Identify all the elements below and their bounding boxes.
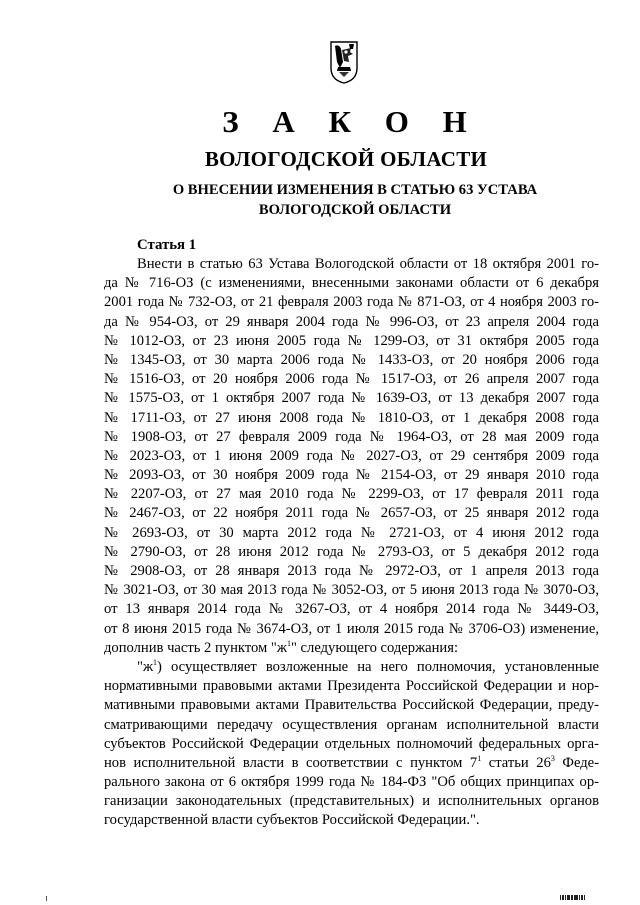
text-line: рального закона от 6 октября 1999 года № 184-ФЗ "Об общих принципах ор-: [104, 774, 599, 791]
text-line: ганизации законодательных (представительных) и исполнительных органов: [104, 793, 599, 810]
text-line: № 2790-ОЗ, от 28 июня 2012 года № 2793-ОЗ, от 5 декабря 2012 года: [104, 543, 599, 560]
text-line: субъектов Российской Федерации отдельных полномочий федеральных орга-: [104, 735, 599, 752]
text-fragment: "ж: [137, 658, 154, 675]
text-fragment: ) осуществляет возложенные на него полномочия, установленные: [157, 658, 599, 675]
superscript: 3: [550, 753, 555, 763]
superscript: 1: [477, 753, 482, 763]
text-line: № 2093-ОЗ, от 30 ноября 2009 года № 2154-ОЗ, от 29 января 2010 года: [104, 467, 599, 484]
superscript: 1: [153, 657, 158, 667]
document-title: З А К О Н: [222, 104, 480, 139]
text-line: [104, 754, 599, 773]
text-line: сматривающими передачу осуществления органам исполнительной власти: [104, 716, 599, 733]
superscript: 1: [286, 638, 291, 648]
barcode-mark: [560, 895, 586, 900]
text-line: № 1345-ОЗ, от 30 марта 2006 года № 1433-ОЗ, от 20 ноября 2006 года: [104, 351, 599, 368]
text-fragment: Феде-: [554, 754, 600, 771]
text-line: № 1908-ОЗ, от 27 февраля 2009 года № 1964-ОЗ, от 28 мая 2009 года: [104, 428, 599, 445]
text-fragment: нов исполнительной власти в соответствии с пунктом 7: [104, 754, 478, 771]
scan-edge-mark: [46, 896, 47, 901]
article-body: [104, 255, 599, 831]
subtitle-line: О ВНЕСЕНИИ ИЗМЕНЕНИЯ В СТАТЬЮ 63 УСТАВА: [172, 182, 538, 198]
text-line: мативными правовыми актами Правительства Российской Федерации, преду-: [104, 697, 599, 714]
text-line: № 2023-ОЗ, от 1 июня 2009 года № 2027-ОЗ, от 29 сентября 2009 года: [104, 447, 599, 464]
text-line: № 2467-ОЗ, от 22 ноября 2011 года № 2657-ОЗ, от 25 января 2012 года: [104, 505, 599, 522]
text-line: № 1516-ОЗ, от 20 ноября 2006 года № 1517-ОЗ, от 26 апреля 2007 года: [104, 371, 599, 388]
text-line: Внести в статью 63 Устава Вологодской области от 18 октября 2001 го-: [137, 256, 599, 272]
text-line: да № 716-ОЗ (с изменениями, внесенными законами области от 6 декабря: [104, 275, 599, 292]
text-fragment: " следующего содержания:: [290, 639, 459, 656]
text-line: 2001 года № 732-ОЗ, от 21 февраля 2003 года № 871-ОЗ, от 4 ноября 2003 го-: [104, 294, 599, 311]
text-line: № 3021-ОЗ, от 30 мая 2013 года № 3052-ОЗ, от 5 июня 2013 года № 3070-ОЗ,: [104, 582, 599, 599]
article-heading: Статья 1: [137, 237, 197, 253]
text-fragment: статьи 26: [481, 754, 551, 771]
text-line: № 1575-ОЗ, от 1 октября 2007 года № 1639-ОЗ, от 13 декабря 2007 года: [104, 390, 599, 407]
text-line: № 2207-ОЗ, от 27 мая 2010 года № 2299-ОЗ, от 17 февраля 2011 года: [104, 486, 599, 503]
text-line: от 8 июня 2015 года № 3674-ОЗ, от 1 июля 2015 года № 3706-ОЗ) изменение,: [104, 620, 599, 637]
text-line: нормативными правовыми актами Президента Российской Федерации и нор-: [104, 678, 599, 695]
text-line: № 2908-ОЗ, от 28 января 2013 года № 2972-ОЗ, от 1 апреля 2013 года: [104, 563, 599, 579]
text-line: № 1711-ОЗ, от 27 июня 2008 года № 1810-ОЗ, от 1 декабря 2008 года: [104, 409, 599, 426]
subtitle-line: ВОЛОГОДСКОЙ ОБЛАСТИ: [258, 202, 452, 218]
text-line: от 13 января 2014 года № 3267-ОЗ, от 4 ноября 2014 года № 3449-ОЗ,: [104, 601, 599, 618]
text-line: № 1012-ОЗ, от 23 июня 2005 года № 1299-ОЗ, от 31 октября 2005 года: [104, 332, 599, 349]
region-name: ВОЛОГОДСКОЙ ОБЛАСТИ: [204, 147, 488, 171]
text-line: да № 954-ОЗ, от 29 января 2004 года № 996-ОЗ, от 23 апреля 2004 года: [104, 313, 599, 330]
text-line: № 2693-ОЗ, от 30 марта 2012 года № 2721-ОЗ, от 4 июня 2012 года: [104, 524, 599, 541]
text-line: [104, 658, 599, 677]
text-line: государственной власти субъектов Российской Федерации.".: [104, 812, 480, 829]
text-fragment: дополнив часть 2 пунктом "ж: [104, 639, 287, 656]
law-subtitle: [0, 180, 640, 220]
coat-of-arms-icon: [329, 40, 359, 84]
text-line: [104, 639, 599, 658]
